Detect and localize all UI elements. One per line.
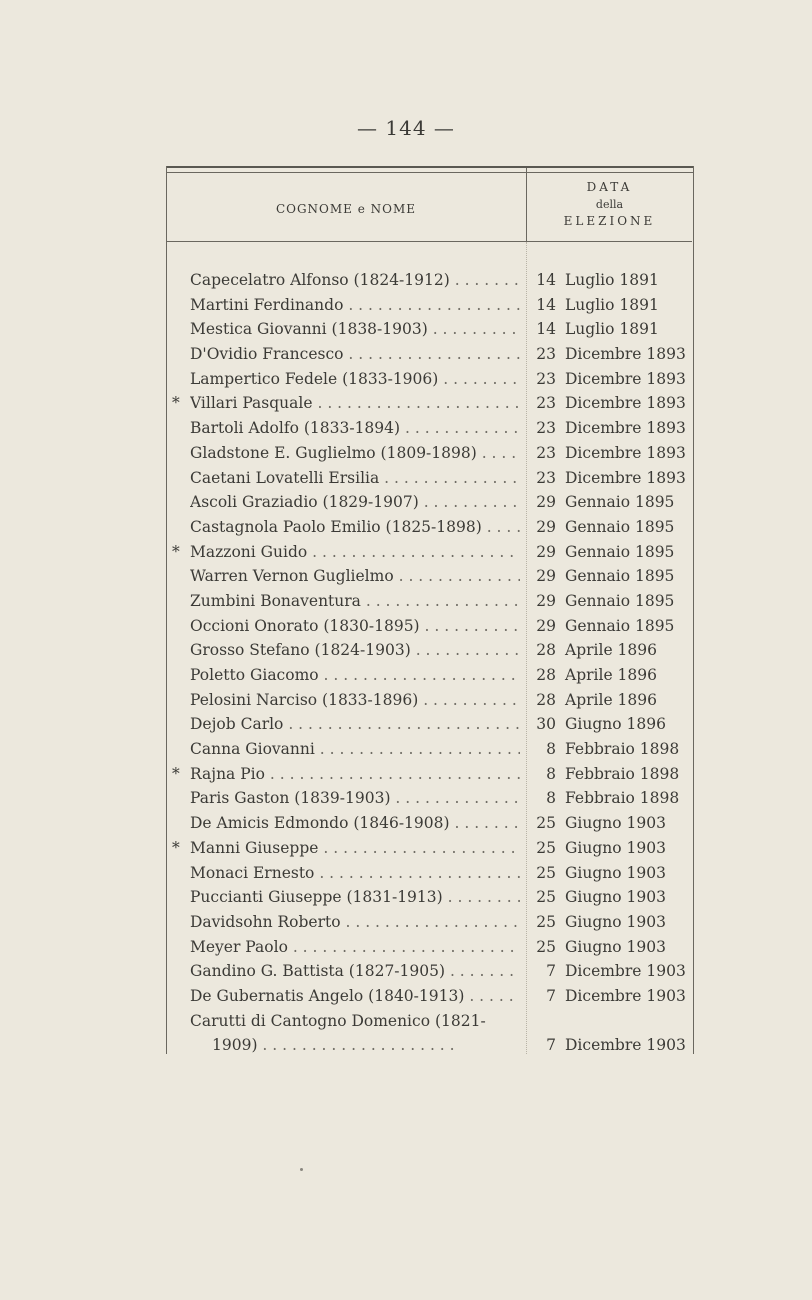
election-day: 23 (536, 443, 556, 462)
election-month-year: Dicembre 1893 (565, 394, 686, 413)
election-month-year: Aprile 1896 (565, 641, 657, 660)
table-row (0, 1009, 812, 1057)
page-number: — 144 — (357, 116, 455, 140)
table-row (0, 688, 812, 713)
member-name-line1: Carutti di Cantogno Domenico (1821- (190, 1011, 486, 1030)
election-month-year: Dicembre 1893 (565, 468, 686, 487)
election-month-year: Dicembre 1893 (565, 345, 686, 364)
election-day: 14 (536, 271, 556, 289)
member-name: Martini Ferdinando . . . (190, 293, 520, 317)
member-name: Occioni Onorato (1830-1895) . . . (190, 614, 520, 638)
election-month-year: Febbraio 1898 (565, 740, 680, 759)
election-month-year: Dicembre 1893 (565, 369, 686, 388)
election-month-year: Luglio 1891 (565, 295, 659, 314)
table-row (0, 391, 812, 416)
election-month-year: Gennaio 1895 (565, 542, 675, 561)
election-day: 25 (536, 912, 556, 931)
table-row (0, 367, 812, 392)
election-month-year: Giugno 1903 (565, 888, 666, 907)
member-name: Castagnola Paolo Emilio (1825-1898) . . . (190, 515, 520, 539)
election-month-year: Dicembre 1893 (565, 443, 686, 462)
election-month-year: Febbraio 1898 (565, 789, 680, 808)
election-day: 25 (536, 888, 556, 907)
election-month-year: Gennaio 1895 (565, 517, 675, 536)
election-month-year: Giugno 1903 (565, 814, 666, 833)
election-day: 29 (536, 567, 556, 586)
election-month-year: Dicembre 1903 (565, 1035, 686, 1054)
table-row (0, 441, 812, 466)
table-row (0, 959, 812, 984)
election-month-year: Giugno 1896 (565, 715, 666, 734)
election-day: 8 (546, 764, 556, 783)
table-row (0, 737, 812, 762)
table-row (0, 466, 812, 491)
election-day: 28 (536, 641, 556, 660)
table-row (0, 910, 812, 935)
election-month-year: Giugno 1903 (565, 937, 666, 956)
member-list (0, 268, 812, 1057)
election-day: 25 (536, 937, 556, 956)
table-row (0, 786, 812, 811)
member-name: Poletto Giacomo . . . (190, 663, 520, 687)
member-name: Canna Giovanni . . . (190, 737, 520, 761)
election-month-year: Dicembre 1903 (565, 986, 686, 1005)
member-name: Mazzoni Guido . . . (190, 540, 520, 564)
star-marker: * (172, 764, 180, 783)
table-row (0, 342, 812, 367)
member-name: Meyer Paolo . . . (190, 935, 520, 959)
member-name: Paris Gaston (1839-1903) . . . (190, 786, 520, 810)
table-row (0, 564, 812, 589)
member-name: Gandino G. Battista (1827-1905) . . . (190, 959, 520, 983)
date-column-header (527, 179, 692, 230)
member-name: Mestica Giovanni (1838-1903) . . . (190, 317, 520, 341)
election-month-year: Febbraio 1898 (565, 764, 680, 783)
election-month-year: Giugno 1903 (565, 863, 666, 882)
election-day: 8 (546, 740, 556, 759)
election-month-year: Giugno 1903 (565, 912, 666, 931)
election-month-year: Aprile 1896 (565, 690, 657, 709)
election-month-year: Gennaio 1895 (565, 591, 675, 610)
date-header-line3: ELEZIONE (563, 214, 656, 228)
table-row (0, 663, 812, 688)
member-name-line2 (190, 1033, 520, 1057)
member-name: Manni Giuseppe . . . (190, 836, 520, 860)
table-row (0, 935, 812, 960)
election-month-year: Aprile 1896 (565, 666, 657, 684)
date-header-line2: della (595, 198, 624, 211)
election-day: 7 (546, 962, 556, 981)
member-name: Caetani Lovatelli Ersilia . . . (190, 466, 520, 490)
member-name: Ascoli Graziadio (1829-1907) . . . (190, 490, 520, 514)
table-row (0, 885, 812, 910)
election-day: 25 (536, 814, 556, 833)
table-row (0, 540, 812, 565)
election-month-year: Dicembre 1903 (565, 962, 686, 981)
member-name: Pelosini Narciso (1833-1896) . . . (190, 688, 520, 712)
election-day: 25 (536, 863, 556, 882)
election-day: 14 (536, 320, 556, 339)
member-name (190, 1009, 520, 1057)
election-day: 28 (536, 666, 556, 684)
member-name: Dejob Carlo . . . (190, 712, 520, 736)
election-day: 23 (536, 394, 556, 413)
election-day: 28 (536, 690, 556, 709)
table-row (0, 614, 812, 639)
member-name: Gladstone E. Guglielmo (1809-1898) . . . (190, 441, 520, 465)
member-name: Capecelatro Alfonso (1824-1912) . . . (190, 268, 520, 292)
date-header-line1: DATA (586, 180, 633, 194)
election-day: 8 (546, 789, 556, 808)
election-month-year: Giugno 1903 (565, 838, 666, 857)
table-row (0, 490, 812, 515)
election-day: 23 (536, 468, 556, 487)
star-marker: * (172, 394, 180, 413)
table-row (0, 268, 812, 293)
election-day: 25 (536, 838, 556, 857)
member-name: Rajna Pio . . . (190, 762, 520, 786)
member-name: De Amicis Edmondo (1846-1908) . . . (190, 811, 520, 835)
election-day: 30 (536, 715, 556, 734)
election-month-year: Luglio 1891 (565, 320, 659, 339)
election-day: 23 (536, 419, 556, 438)
table-row (0, 638, 812, 663)
table-row (0, 515, 812, 540)
election-month-year: Gennaio 1895 (565, 567, 675, 586)
header-rule (166, 241, 692, 242)
member-name: Davidsohn Roberto . . . (190, 910, 520, 934)
table-row (0, 712, 812, 737)
star-marker: * (172, 838, 180, 857)
table-row (0, 861, 812, 886)
table-row (0, 811, 812, 836)
election-day: 23 (536, 369, 556, 388)
election-day: 29 (536, 517, 556, 536)
table-row (0, 416, 812, 441)
election-month-year: Dicembre 1893 (565, 419, 686, 438)
election-day: 14 (536, 295, 556, 314)
table-row (0, 836, 812, 861)
member-name: Grosso Stefano (1824-1903) . . . (190, 638, 520, 662)
election-day: 29 (536, 616, 556, 635)
election-day: 23 (536, 345, 556, 364)
member-name: Monaci Ernesto . . . (190, 861, 520, 885)
election-day: 7 (546, 1035, 556, 1054)
member-name: Zumbini Bonaventura . . . (190, 589, 520, 613)
election-month-year: Luglio 1891 (565, 271, 659, 289)
member-name: Warren Vernon Guglielmo . . . (190, 564, 520, 588)
election-day: 7 (546, 986, 556, 1005)
table-row (0, 317, 812, 342)
paper-speck (300, 1168, 303, 1171)
election-day: 29 (536, 493, 556, 512)
table-row (0, 293, 812, 318)
election-day: 29 (536, 542, 556, 561)
name-column-header: COGNOME e NOME (275, 202, 417, 216)
member-name-line2-text: 1909) (212, 1035, 258, 1054)
table-row (0, 589, 812, 614)
member-name: Villari Pasquale . . . (190, 391, 520, 415)
member-name: De Gubernatis Angelo (1840-1913) . . . (190, 984, 520, 1008)
election-month-year: Gennaio 1895 (565, 616, 675, 635)
member-name: Puccianti Giuseppe (1831-1913) . . . (190, 885, 520, 909)
election-day: 29 (536, 591, 556, 610)
table-row (0, 762, 812, 787)
member-name: Lampertico Fedele (1833-1906) . . . (190, 367, 520, 391)
member-name: D'Ovidio Francesco . . . (190, 342, 520, 366)
election-month-year: Gennaio 1895 (565, 493, 675, 512)
member-name: Bartoli Adolfo (1833-1894) . . . (190, 416, 520, 440)
table-row (0, 984, 812, 1009)
star-marker: * (172, 542, 180, 561)
